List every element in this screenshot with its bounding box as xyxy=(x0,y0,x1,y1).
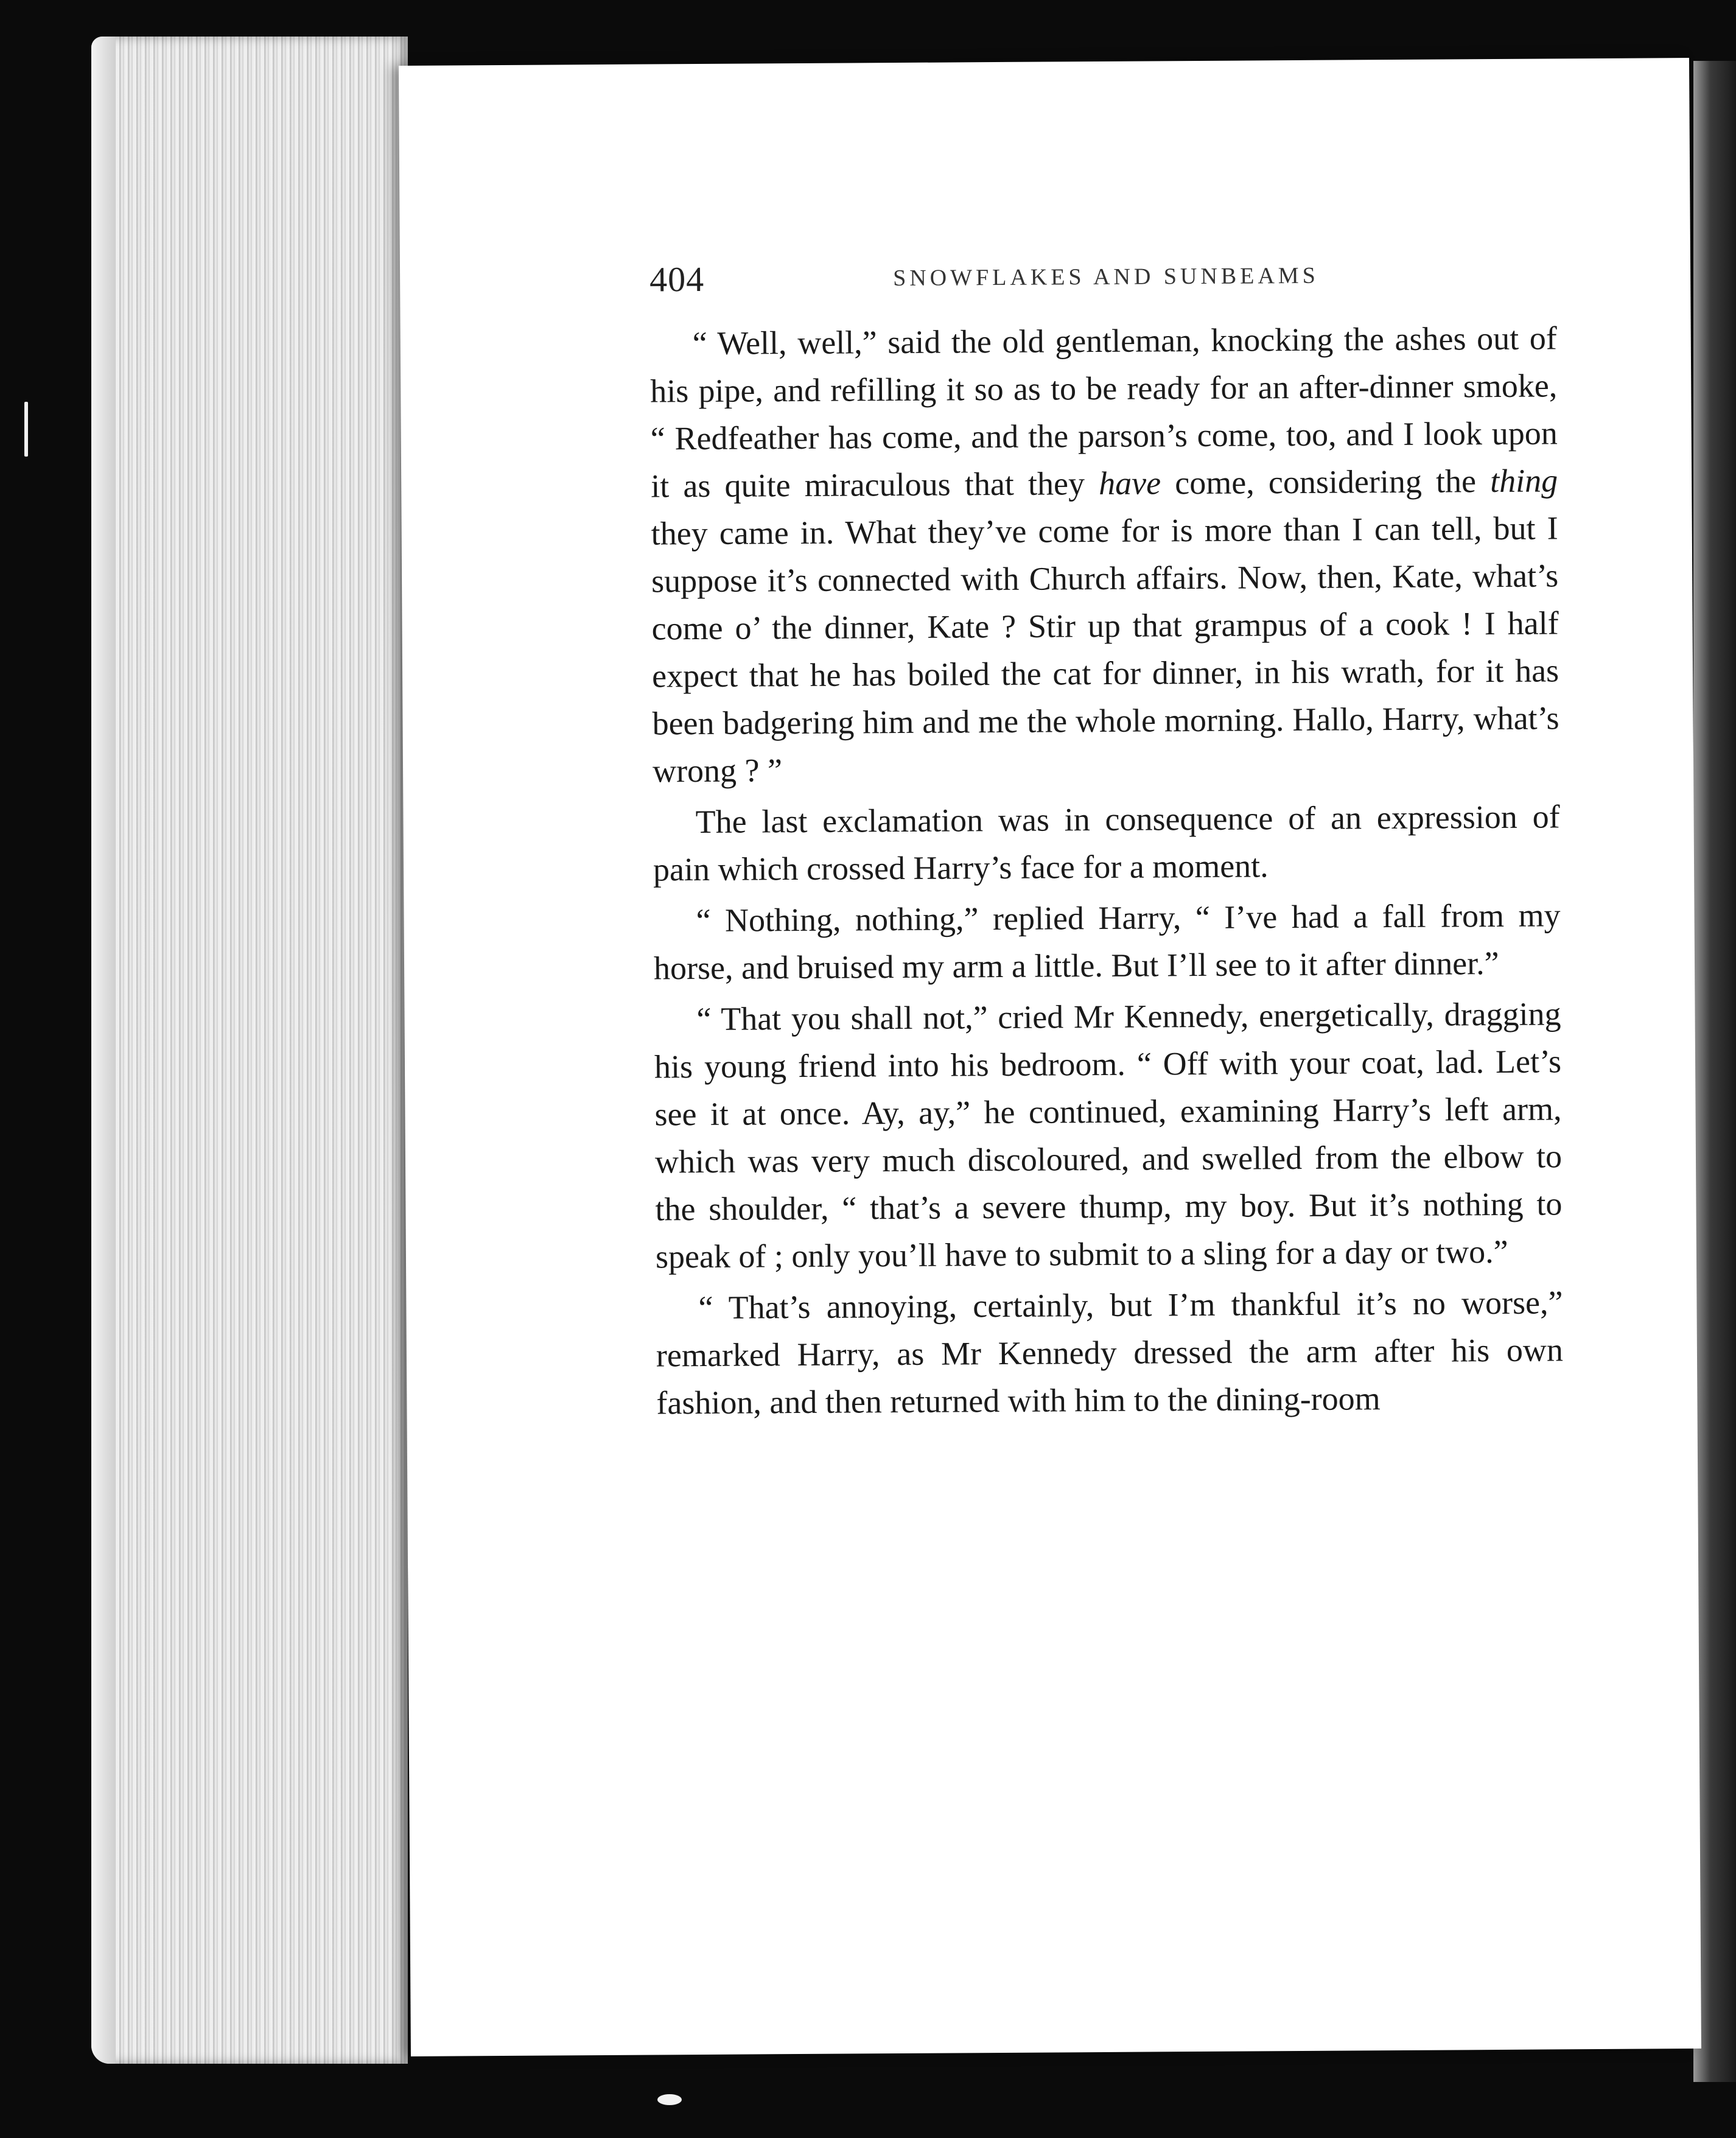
paragraph: The last exclamation was in consequence of an expression of pain which crossed Harry’s face for a moment. xyxy=(653,798,1560,888)
scan-speck xyxy=(24,402,28,457)
page-edges xyxy=(91,37,408,2064)
scan-speck xyxy=(657,2094,682,2105)
paragraph: “ That you shall not,” cried Mr Kennedy, energetically, dragging his young friend into his bedroom. “ Off with your coat, lad. Let’s see it at once. Ay, ay,” he continued, examining Harry’s left arm, which was very much discoloured, and swelled from the elbow to the shoulder, “ that’s a severe thump, my boy. But it’s nothing to speak of ; only you’ll have to submit to a sling for a day or two.” xyxy=(654,995,1563,1275)
page-number: 404 xyxy=(649,259,705,300)
text-body xyxy=(650,314,1564,1430)
book-page xyxy=(399,58,1701,2056)
paragraph: “ That’s annoying, certainly, but I’m thankful it’s no worse,” remarked Harry, as Mr Kennedy dressed the arm after his own fashion, and then returned with him to the dining-room xyxy=(656,1284,1564,1421)
italic-word: thing xyxy=(1490,462,1558,500)
paragraph: “ Nothing, nothing,” replied Harry, “ I’ve had a fall from my horse, and bruised my arm a little. But I’ll see to it after dinner.” xyxy=(653,897,1561,987)
italic-word: have xyxy=(1098,464,1161,502)
running-title: SNOWFLAKES AND SUNBEAMS xyxy=(893,262,1319,292)
running-head xyxy=(649,254,1349,307)
paragraph: “ Well, well,” said the old gentleman, knocking the ashes out of his pipe, and refilling it so as to be ready for an after-dinner smoke, “ Redfeather has come, and the parson’s come, too, and I look upon it as quite miraculous that they have come, considering the thing they came in. What they’ve come for is more than I can tell, but I suppose it’s connected with Church affairs. Now, then, Kate, what’s come o’ the dinner, Kate ? Stir up that grampus of a cook ! I half expect that he has boiled the cat for dinner, in his wrath, for it has been badgering him and me the whole morning. Hallo, Harry, what’s wrong ? ” xyxy=(650,320,1559,790)
book-cover-edge xyxy=(1693,61,1736,2082)
